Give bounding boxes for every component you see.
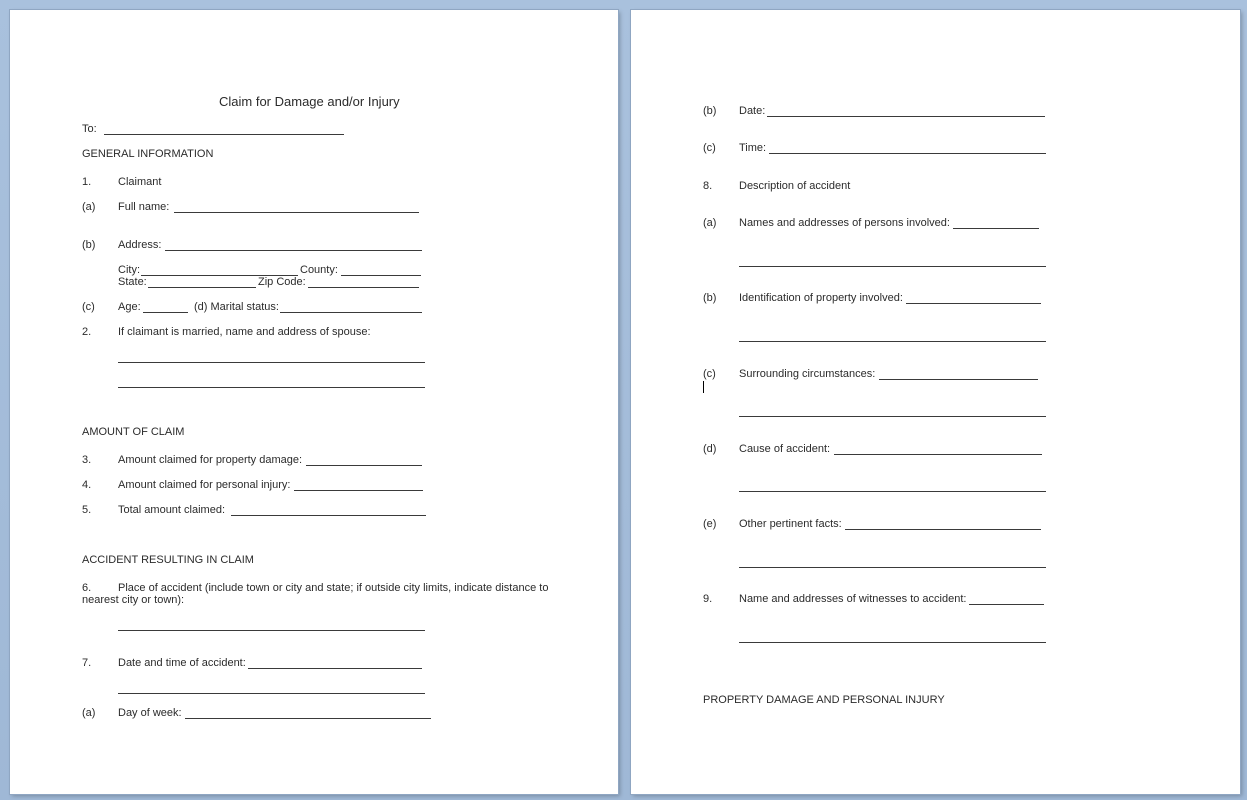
item-8c-marker: (c) (703, 368, 716, 380)
full-name-line[interactable] (174, 212, 419, 213)
item-4-number: 4. (82, 479, 92, 491)
cause-of-accident-line[interactable] (834, 454, 1042, 455)
description-of-accident-label: Description of accident (739, 180, 851, 192)
total-amount-line[interactable] (231, 515, 426, 516)
date-label: Date: (739, 105, 766, 117)
cause-of-accident-line-2[interactable] (739, 491, 1046, 492)
day-of-week-line[interactable] (185, 718, 431, 719)
place-of-accident-label: Place of accident (include town or city and state; if outside city limits, indicate distance to (118, 582, 549, 594)
to-field-line[interactable] (104, 134, 344, 135)
cause-of-accident-label: Cause of accident: (739, 443, 831, 455)
time-line[interactable] (769, 153, 1046, 154)
item-2-number: 2. (82, 326, 92, 338)
surrounding-circumstances-label: Surrounding circumstances: (739, 368, 876, 380)
personal-injury-amount-line[interactable] (294, 490, 423, 491)
city-label: City: (118, 264, 140, 276)
amount-of-claim-heading: AMOUNT OF CLAIM (82, 426, 185, 438)
document-page-1[interactable] (10, 10, 618, 794)
item-3-number: 3. (82, 454, 92, 466)
spouse-line-1[interactable] (118, 362, 425, 363)
zip-code-label: Zip Code: (258, 276, 306, 288)
date-line[interactable] (767, 116, 1045, 117)
zip-code-line[interactable] (308, 287, 419, 288)
spouse-label: If claimant is married, name and address of spouse: (118, 326, 371, 338)
place-of-accident-label-cont: nearest city or town): (82, 594, 185, 606)
date-time-accident-line-2[interactable] (118, 693, 425, 694)
state-line[interactable] (148, 287, 256, 288)
persons-involved-label: Names and addresses of persons involved: (739, 217, 950, 229)
time-label: Time: (739, 142, 767, 154)
item-7-number: 7. (82, 657, 92, 669)
property-involved-line-2[interactable] (739, 341, 1046, 342)
witnesses-line-2[interactable] (739, 642, 1046, 643)
item-5-number: 5. (82, 504, 92, 516)
claimant-label: Claimant (118, 176, 162, 188)
item-6-number: 6. (82, 582, 92, 594)
item-8-number: 8. (703, 180, 713, 192)
item-1b-marker: (b) (82, 239, 96, 251)
address-label: Address: (118, 239, 162, 251)
item-9-number: 9. (703, 593, 713, 605)
other-pertinent-facts-line[interactable] (845, 529, 1041, 530)
full-name-label: Full name: (118, 201, 170, 213)
item-8a-marker: (a) (703, 217, 717, 229)
item-8b-marker: (b) (703, 292, 717, 304)
item-7b-marker: (b) (703, 105, 717, 117)
date-time-accident-label: Date and time of accident: (118, 657, 246, 669)
day-of-week-label: Day of week: (118, 707, 182, 719)
persons-involved-line[interactable] (953, 228, 1039, 229)
item-1-number: 1. (82, 176, 92, 188)
to-label: To: (82, 123, 97, 135)
property-involved-label: Identification of property involved: (739, 292, 903, 304)
witnesses-line[interactable] (969, 604, 1044, 605)
property-involved-line[interactable] (906, 303, 1041, 304)
spouse-line-2[interactable] (118, 387, 425, 388)
property-damage-amount-line[interactable] (306, 465, 422, 466)
accident-resulting-heading: ACCIDENT RESULTING IN CLAIM (82, 554, 254, 566)
county-label: County: (300, 264, 338, 276)
marital-status-label: (d) Marital status: (194, 301, 279, 313)
state-label: State: (118, 276, 147, 288)
persons-involved-line-2[interactable] (739, 266, 1046, 267)
document-page-2[interactable] (631, 10, 1240, 794)
item-8e-marker: (e) (703, 518, 717, 530)
form-title: Claim for Damage and/or Injury (219, 94, 400, 109)
general-information-heading: GENERAL INFORMATION (82, 148, 214, 160)
county-line[interactable] (341, 275, 421, 276)
date-time-accident-line[interactable] (248, 668, 422, 669)
surrounding-circumstances-line[interactable] (879, 379, 1038, 380)
other-pertinent-facts-line-2[interactable] (739, 567, 1046, 568)
age-line[interactable] (143, 312, 188, 313)
place-of-accident-line[interactable] (118, 630, 425, 631)
item-1c-marker: (c) (82, 301, 95, 313)
personal-injury-amount-label: Amount claimed for personal injury: (118, 479, 291, 491)
item-7c-marker: (c) (703, 142, 716, 154)
marital-status-line[interactable] (280, 312, 422, 313)
text-cursor (703, 381, 704, 393)
witnesses-label: Name and addresses of witnesses to accident: (739, 593, 967, 605)
property-damage-personal-injury-heading: PROPERTY DAMAGE AND PERSONAL INJURY (703, 694, 945, 706)
item-1a-marker: (a) (82, 201, 96, 213)
surrounding-circumstances-line-2[interactable] (739, 416, 1046, 417)
address-line[interactable] (165, 250, 422, 251)
age-label: Age: (118, 301, 141, 313)
total-amount-label: Total amount claimed: (118, 504, 225, 516)
property-damage-amount-label: Amount claimed for property damage: (118, 454, 303, 466)
other-pertinent-facts-label: Other pertinent facts: (739, 518, 842, 530)
item-8d-marker: (d) (703, 443, 717, 455)
item-7a-marker: (a) (82, 707, 96, 719)
